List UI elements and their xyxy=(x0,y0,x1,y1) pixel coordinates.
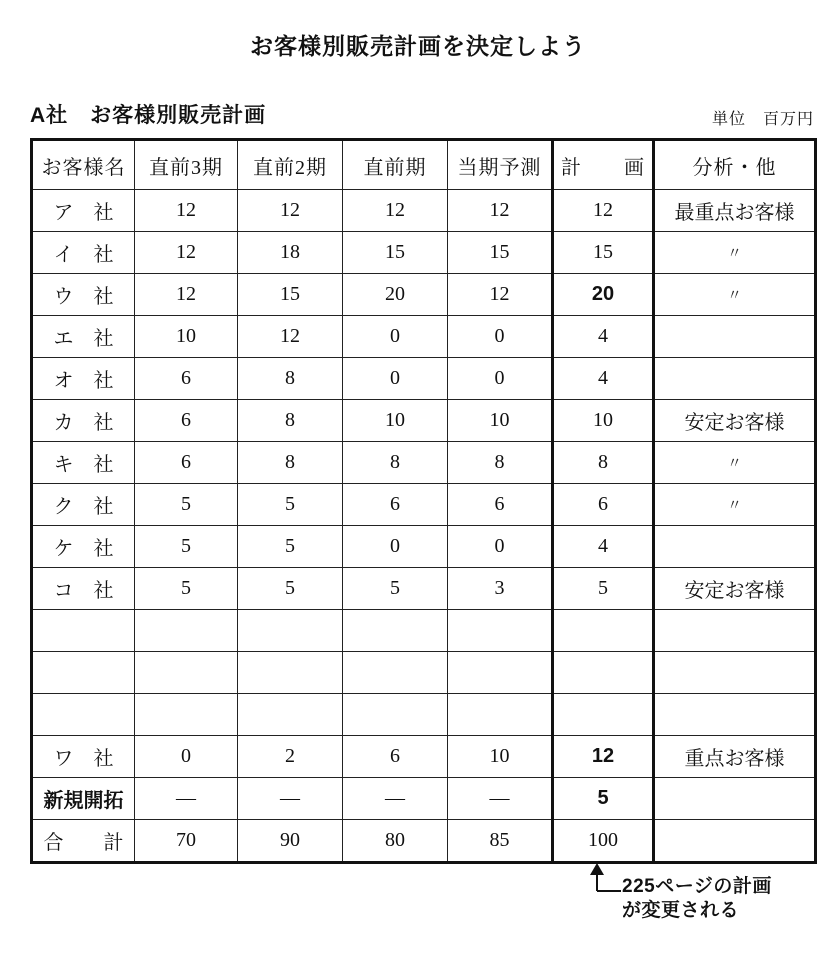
plan-cell xyxy=(553,652,654,694)
unit-label: 単位 百万円 xyxy=(711,111,814,128)
value-cell xyxy=(135,610,238,652)
annotation-line-1: 225ページの計画 xyxy=(622,876,772,897)
analysis-cell: 安定お客様 xyxy=(654,568,816,610)
customer-name-cell: 新規開拓 xyxy=(32,778,135,820)
table-row xyxy=(32,694,816,736)
customer-name-cell: キ 社 xyxy=(32,442,135,484)
analysis-cell xyxy=(654,316,816,358)
value-cell xyxy=(448,694,553,736)
customer-name-cell: ケ 社 xyxy=(32,526,135,568)
table-header xyxy=(32,140,816,190)
value-cell: 12 xyxy=(135,274,238,316)
customer-name-cell: コ 社 xyxy=(32,568,135,610)
value-cell: 15 xyxy=(343,232,448,274)
value-cell: 20 xyxy=(343,274,448,316)
value-cell: 10 xyxy=(135,316,238,358)
analysis-cell xyxy=(654,610,816,652)
value-cell: 15 xyxy=(238,274,343,316)
table-row xyxy=(32,442,816,484)
table-row xyxy=(32,358,816,400)
value-cell: 8 xyxy=(238,442,343,484)
value-cell: ― xyxy=(448,778,553,820)
table-row xyxy=(32,232,816,274)
analysis-cell xyxy=(654,526,816,568)
plan-cell: 15 xyxy=(553,232,654,274)
value-cell xyxy=(135,694,238,736)
analysis-cell: 〃 xyxy=(654,484,816,526)
column-header-5: 当期予測 xyxy=(448,140,553,190)
analysis-cell: 重点お客様 xyxy=(654,736,816,778)
value-cell: 6 xyxy=(343,736,448,778)
value-cell: 0 xyxy=(135,736,238,778)
table-row xyxy=(32,190,816,232)
analysis-cell: 最重点お客様 xyxy=(654,190,816,232)
customer-name-cell: イ 社 xyxy=(32,232,135,274)
customer-name-cell: カ 社 xyxy=(32,400,135,442)
annotation-note xyxy=(622,875,772,923)
value-cell: 12 xyxy=(238,316,343,358)
table-row xyxy=(32,820,816,863)
value-cell xyxy=(343,652,448,694)
annotation-line-2: が変更される xyxy=(622,900,740,921)
value-cell: 6 xyxy=(135,442,238,484)
plan-cell xyxy=(553,610,654,652)
header-row xyxy=(32,140,816,190)
table-row xyxy=(32,316,816,358)
column-header-3: 直前2期 xyxy=(238,140,343,190)
analysis-cell xyxy=(654,820,816,863)
customer-name-cell: エ 社 xyxy=(32,316,135,358)
analysis-cell: 安定お客様 xyxy=(654,400,816,442)
column-header-4: 直前期 xyxy=(343,140,448,190)
value-cell: 8 xyxy=(238,400,343,442)
value-cell: ― xyxy=(135,778,238,820)
value-cell xyxy=(343,610,448,652)
table-row xyxy=(32,652,816,694)
analysis-cell xyxy=(654,358,816,400)
plan-cell xyxy=(553,694,654,736)
value-cell: 85 xyxy=(448,820,553,863)
value-cell: 12 xyxy=(343,190,448,232)
table-row xyxy=(32,610,816,652)
plan-cell: 12 xyxy=(553,190,654,232)
value-cell: 0 xyxy=(343,358,448,400)
value-cell: 6 xyxy=(448,484,553,526)
value-cell: 12 xyxy=(135,190,238,232)
analysis-cell: 〃 xyxy=(654,442,816,484)
sales-plan-table xyxy=(30,138,817,864)
table-row xyxy=(32,778,816,820)
plan-cell: 5 xyxy=(553,778,654,820)
value-cell: 5 xyxy=(135,526,238,568)
value-cell: 8 xyxy=(238,358,343,400)
value-cell xyxy=(238,694,343,736)
value-cell: ― xyxy=(238,778,343,820)
table-row xyxy=(32,400,816,442)
plan-cell: 5 xyxy=(553,568,654,610)
up-arrow-icon xyxy=(583,861,627,897)
value-cell: 0 xyxy=(448,526,553,568)
column-header-6: 計 画 xyxy=(553,140,654,190)
value-cell: 10 xyxy=(448,400,553,442)
table-row xyxy=(32,484,816,526)
value-cell: 0 xyxy=(448,358,553,400)
value-cell: 10 xyxy=(448,736,553,778)
value-cell: ― xyxy=(343,778,448,820)
column-header-2: 直前3期 xyxy=(135,140,238,190)
page-title: お客様別販売計画を決定しよう xyxy=(250,33,586,59)
customer-name-cell xyxy=(32,652,135,694)
value-cell: 10 xyxy=(343,400,448,442)
value-cell: 5 xyxy=(238,526,343,568)
value-cell: 12 xyxy=(238,190,343,232)
table-body xyxy=(32,190,816,863)
value-cell: 12 xyxy=(448,274,553,316)
customer-name-cell: ワ 社 xyxy=(32,736,135,778)
value-cell: 5 xyxy=(343,568,448,610)
value-cell: 70 xyxy=(135,820,238,863)
value-cell: 2 xyxy=(238,736,343,778)
analysis-cell xyxy=(654,694,816,736)
column-header-1: お客様名 xyxy=(32,140,135,190)
table-row xyxy=(32,526,816,568)
plan-cell: 4 xyxy=(553,316,654,358)
value-cell xyxy=(238,652,343,694)
value-cell xyxy=(448,652,553,694)
table-row xyxy=(32,568,816,610)
customer-name-cell: オ 社 xyxy=(32,358,135,400)
plan-cell: 8 xyxy=(553,442,654,484)
plan-cell: 100 xyxy=(553,820,654,863)
customer-name-cell: 合 計 xyxy=(32,820,135,863)
customer-name-cell xyxy=(32,610,135,652)
value-cell: 8 xyxy=(448,442,553,484)
value-cell: 5 xyxy=(238,484,343,526)
plan-cell: 12 xyxy=(553,736,654,778)
table-caption: A社 お客様別販売計画 xyxy=(30,104,267,127)
value-cell: 80 xyxy=(343,820,448,863)
value-cell: 6 xyxy=(343,484,448,526)
value-cell xyxy=(135,652,238,694)
value-cell xyxy=(343,694,448,736)
value-cell: 5 xyxy=(135,568,238,610)
customer-name-cell: ア 社 xyxy=(32,190,135,232)
value-cell: 5 xyxy=(135,484,238,526)
value-cell: 18 xyxy=(238,232,343,274)
value-cell: 5 xyxy=(238,568,343,610)
plan-cell: 10 xyxy=(553,400,654,442)
value-cell: 0 xyxy=(343,526,448,568)
value-cell: 12 xyxy=(448,190,553,232)
value-cell: 6 xyxy=(135,358,238,400)
value-cell: 0 xyxy=(343,316,448,358)
analysis-cell: 〃 xyxy=(654,232,816,274)
value-cell: 3 xyxy=(448,568,553,610)
customer-name-cell: ク 社 xyxy=(32,484,135,526)
analysis-cell xyxy=(654,778,816,820)
value-cell: 0 xyxy=(448,316,553,358)
column-header-7: 分析・他 xyxy=(654,140,816,190)
plan-cell: 6 xyxy=(553,484,654,526)
plan-cell: 4 xyxy=(553,358,654,400)
value-cell: 90 xyxy=(238,820,343,863)
customer-name-cell: ウ 社 xyxy=(32,274,135,316)
value-cell: 6 xyxy=(135,400,238,442)
value-cell: 12 xyxy=(135,232,238,274)
analysis-cell: 〃 xyxy=(654,274,816,316)
table-row xyxy=(32,736,816,778)
customer-name-cell xyxy=(32,694,135,736)
plan-cell: 20 xyxy=(553,274,654,316)
table-row xyxy=(32,274,816,316)
value-cell xyxy=(448,610,553,652)
analysis-cell xyxy=(654,652,816,694)
plan-cell: 4 xyxy=(553,526,654,568)
value-cell: 15 xyxy=(448,232,553,274)
value-cell: 8 xyxy=(343,442,448,484)
value-cell xyxy=(238,610,343,652)
